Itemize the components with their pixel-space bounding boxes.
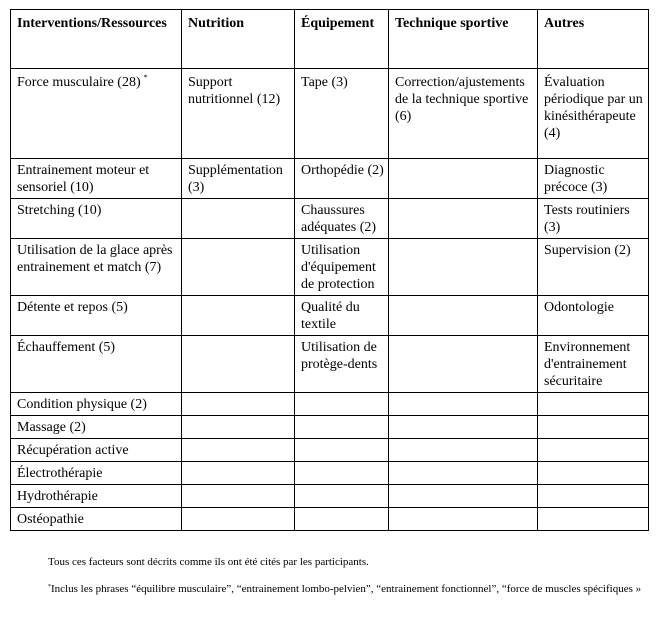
table-cell xyxy=(182,508,295,531)
table-cell: Tape (3) xyxy=(295,69,389,159)
table-cell: Entrainement moteur et sensoriel (10) xyxy=(11,159,182,199)
table-cell xyxy=(182,296,295,336)
table-cell: Récupération active xyxy=(11,439,182,462)
footnote-text: Inclus les phrases “équilibre musculaire”, “entrainement lombo-pelvien”, “entrainement fonctionnel”, “force de muscles spécifiques » xyxy=(51,583,642,595)
table-row xyxy=(11,508,649,531)
header-interventions: Interventions/Ressources xyxy=(11,10,182,69)
footnote-marker: * xyxy=(143,73,148,82)
table-cell xyxy=(295,416,389,439)
table-cell xyxy=(389,393,538,416)
table-cell xyxy=(538,393,649,416)
table-cell xyxy=(11,69,182,159)
table-cell xyxy=(538,439,649,462)
table-cell: Évaluation périodique par un kinésithérapeute (4) xyxy=(538,69,649,159)
table-cell: Environnement d'entrainement sécuritaire xyxy=(538,336,649,393)
table-row xyxy=(11,485,649,508)
table-cell xyxy=(182,199,295,239)
table-cell xyxy=(389,199,538,239)
table-cell xyxy=(389,439,538,462)
table-cell: Électrothérapie xyxy=(11,462,182,485)
table-row xyxy=(11,159,649,199)
interventions-table xyxy=(10,9,649,531)
table-cell: Supervision (2) xyxy=(538,239,649,296)
table-cell xyxy=(182,439,295,462)
header-nutrition: Nutrition xyxy=(182,10,295,69)
table-cell xyxy=(182,416,295,439)
table-cell xyxy=(295,439,389,462)
table-cell: Tests routiniers (3) xyxy=(538,199,649,239)
table-cell xyxy=(295,508,389,531)
table-row xyxy=(11,416,649,439)
table-cell: Hydrothérapie xyxy=(11,485,182,508)
table-cell xyxy=(389,462,538,485)
note-participants: Tous ces facteurs sont décrits comme ils ont été cités par les participants. xyxy=(48,556,369,568)
table-cell xyxy=(389,485,538,508)
table-row xyxy=(11,439,649,462)
table-row xyxy=(11,393,649,416)
table-row xyxy=(11,239,649,296)
header-equipement: Équipement xyxy=(295,10,389,69)
table-cell xyxy=(538,485,649,508)
table-cell xyxy=(389,296,538,336)
table-cell: Ostéopathie xyxy=(11,508,182,531)
table-cell: Supplémentation (3) xyxy=(182,159,295,199)
table-cell xyxy=(389,159,538,199)
header-technique-sportive: Technique sportive xyxy=(389,10,538,69)
footnote-marker: * xyxy=(48,584,51,590)
interventions-table-container xyxy=(10,9,648,531)
cell-text: Force musculaire (28) xyxy=(17,75,141,90)
table-cell xyxy=(389,336,538,393)
table-cell: Utilisation de protège-dents xyxy=(295,336,389,393)
table-cell xyxy=(538,416,649,439)
table-cell: Utilisation de la glace après entrainement et match (7) xyxy=(11,239,182,296)
table-cell: Détente et repos (5) xyxy=(11,296,182,336)
table-cell xyxy=(182,485,295,508)
table-cell xyxy=(295,393,389,416)
table-cell: Qualité du textile xyxy=(295,296,389,336)
table-cell: Condition physique (2) xyxy=(11,393,182,416)
table-row xyxy=(11,296,649,336)
table-cell: Massage (2) xyxy=(11,416,182,439)
table-cell xyxy=(182,393,295,416)
table-cell: Chaussures adéquates (2) xyxy=(295,199,389,239)
table-header-row xyxy=(11,10,649,69)
table-cell xyxy=(389,416,538,439)
table-cell: Échauffement (5) xyxy=(11,336,182,393)
table-cell: Diagnostic précoce (3) xyxy=(538,159,649,199)
table-row xyxy=(11,336,649,393)
table-row xyxy=(11,69,649,159)
table-notes xyxy=(48,555,648,596)
table-cell: Support nutritionnel (12) xyxy=(182,69,295,159)
table-cell xyxy=(182,462,295,485)
table-cell: Correction/ajustements de la technique sportive (6) xyxy=(389,69,538,159)
table-cell xyxy=(389,508,538,531)
table-cell xyxy=(389,239,538,296)
table-cell xyxy=(538,508,649,531)
header-autres: Autres xyxy=(538,10,649,69)
table-cell: Utilisation d'équipement de protection xyxy=(295,239,389,296)
table-cell xyxy=(295,485,389,508)
table-row xyxy=(11,199,649,239)
table-row xyxy=(11,462,649,485)
table-cell xyxy=(538,462,649,485)
table-cell xyxy=(182,239,295,296)
note-footnote xyxy=(48,582,648,596)
table-cell xyxy=(182,336,295,393)
table-cell xyxy=(295,462,389,485)
table-cell: Orthopédie (2) xyxy=(295,159,389,199)
table-cell: Stretching (10) xyxy=(11,199,182,239)
table-cell: Odontologie xyxy=(538,296,649,336)
